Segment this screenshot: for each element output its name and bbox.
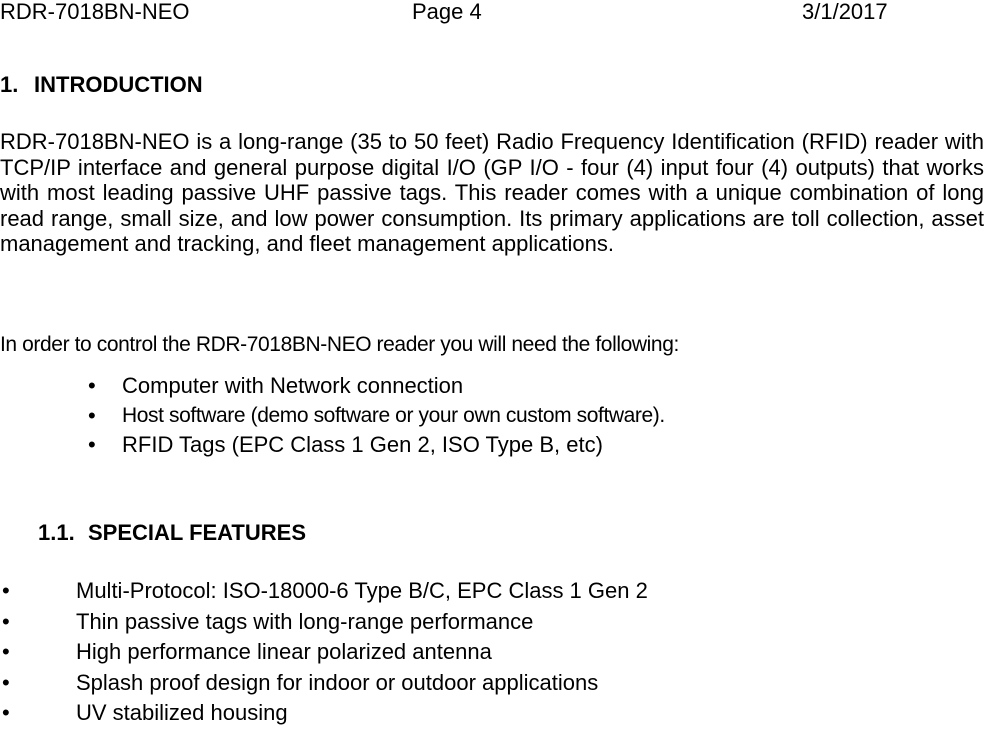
- header-document-id: RDR-7018BN-NEO: [0, 0, 190, 24]
- intro-paragraph: RDR-7018BN-NEO is a long-range (35 to 50 feet) Radio Frequency Identification (RFID) reader with TCP/IP interface and general purpose digital I/O (GP I/O - four (4) input four (4) outputs) that works with most leading passive UHF passive tags. This reader comes with a unique combination of long read range, small size, and low power consumption. Its primary applications are toll collection, asset management and tracking, and fleet management applications.: [0, 129, 984, 256]
- bullet-icon: •: [2, 639, 10, 664]
- subsection-title: SPECIAL FEATURES: [88, 520, 306, 545]
- requirement-text: Computer with Network connection: [122, 373, 464, 398]
- bullet-icon: •: [2, 700, 10, 725]
- feature-text: UV stabilized housing: [76, 700, 288, 725]
- requirement-text: Host software (demo software or your own custom software).: [122, 403, 665, 427]
- header-page-number: Page 4: [412, 0, 482, 24]
- feature-text: High performance linear polarized antenna: [76, 639, 492, 664]
- bullet-icon: •: [88, 402, 96, 428]
- feature-text: Multi-Protocol: ISO-18000-6 Type B/C, EPC Class 1 Gen 2: [76, 578, 648, 603]
- section-number: 1.: [0, 72, 19, 97]
- section-heading-introduction: [0, 72, 203, 98]
- bullet-icon: •: [88, 373, 96, 398]
- feature-text: Thin passive tags with long-range performance: [76, 608, 534, 634]
- feature-text: Splash proof design for indoor or outdoor applications: [76, 669, 599, 695]
- bullet-icon: •: [2, 608, 10, 634]
- requirements-intro-text: In order to control the RDR-7018BN-NEO reader you will need the following:: [0, 333, 679, 356]
- section-title: INTRODUCTION: [34, 72, 203, 97]
- requirement-text: RFID Tags (EPC Class 1 Gen 2, ISO Type B, etc): [122, 432, 603, 457]
- subsection-number: 1.1.: [38, 520, 75, 545]
- subsection-heading-special-features: [38, 520, 306, 546]
- bullet-icon: •: [2, 669, 10, 695]
- bullet-icon: •: [88, 432, 96, 457]
- page-header: [0, 0, 986, 28]
- header-date: 3/1/2017: [802, 0, 888, 24]
- bullet-icon: •: [2, 578, 10, 603]
